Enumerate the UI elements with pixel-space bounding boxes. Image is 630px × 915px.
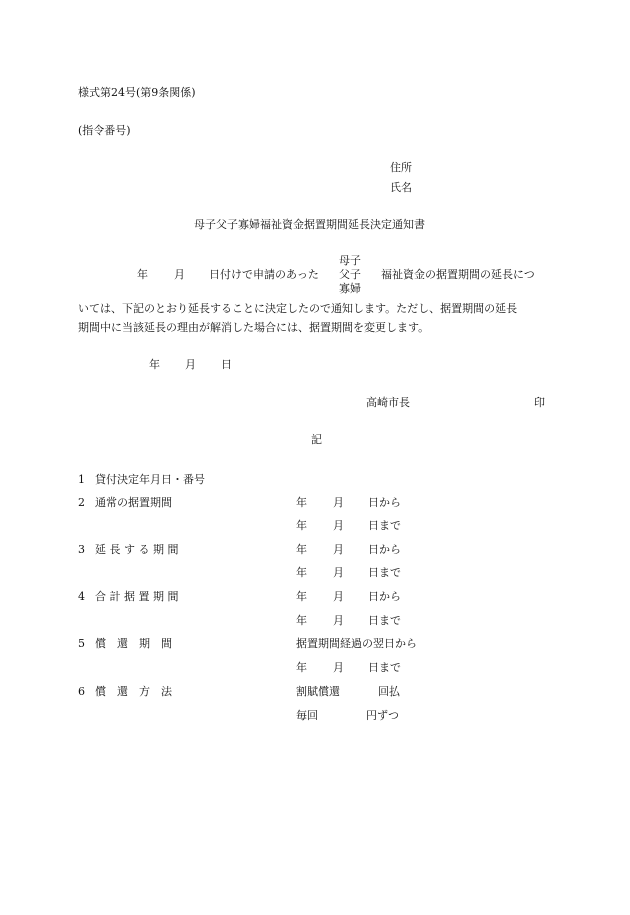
intro-year: 年 [137,268,148,281]
item-3-row-2-month: 月 [333,566,344,579]
item-2-row-1-day: 日から [368,496,401,509]
item-4-row-1-day: 日から [368,590,401,603]
item-4-row-2-year: 年 [296,614,307,627]
applicant-type-stack [339,254,361,296]
item-2-number: 2 [78,496,85,509]
item-3-row-1-month: 月 [333,543,344,556]
form-number: 様式第24号(第9条関係) [78,86,196,99]
item-2-row-2-month: 月 [333,519,344,532]
issuer: 高崎市長 [366,396,410,409]
intro-line-3: 期間中に当該延長の理由が解消した場合には、据置期間を変更します。 [78,321,430,334]
date-day: 日 [221,358,232,371]
item-6-each: 毎回 [296,709,318,722]
item-4-row-2-day: 日まで [368,614,401,627]
item-5-row-1-day: 日まで [368,661,401,674]
address-label: 住所 [390,161,412,174]
applicant-type-kafu: 寡婦 [339,282,361,295]
item-2-row-2-day: 日まで [368,519,401,532]
item-4-row-2-month: 月 [333,614,344,627]
item-5-text: 据置期間経過の翌日から [296,637,417,650]
date-month: 月 [185,358,196,371]
intro-month: 月 [174,268,185,281]
item-2-row-1-month: 月 [333,496,344,509]
item-5-number: 5 [78,637,85,650]
item-5-label: 償 還 期 間 [95,637,172,650]
item-5-row-1-year: 年 [296,661,307,674]
item-4-row-1-month: 月 [333,590,344,603]
item-6-yen-each: 円ずつ [366,709,399,722]
document-title: 母子父子寡婦福祉資金据置期間延長決定通知書 [194,218,425,231]
item-3-row-2-year: 年 [296,566,307,579]
item-4-number: 4 [78,590,85,603]
item-3-number: 3 [78,543,85,556]
item-5-row-1-month: 月 [333,661,344,674]
item-6-times: 回払 [378,685,400,698]
date-year: 年 [149,358,160,371]
item-3-label: 延 長 す る 期 間 [95,543,179,556]
item-6-installment: 割賦償還 [296,685,340,698]
notes-heading: 記 [311,433,322,446]
item-2-row-1-year: 年 [296,496,307,509]
directive-number: (指令番号) [78,124,131,137]
item-6-label: 償 還 方 法 [95,685,172,698]
name-label: 氏名 [390,181,412,194]
item-4-row-1-year: 年 [296,590,307,603]
item-3-row-1-year: 年 [296,543,307,556]
intro-line-2: いては、下記のとおり延長することに決定したので通知します。ただし、据置期間の延長 [78,302,518,315]
seal-mark: 印 [534,396,545,409]
applicant-type-fushi: 父子 [339,268,361,281]
applicant-type-boshi: 母子 [339,254,361,267]
intro-tail: 福祉資金の据置期間の延長につ [381,268,535,281]
item-1-label: 貸付決定年月日・番号 [95,473,205,486]
item-3-row-1-day: 日から [368,543,401,556]
intro-day-applied: 日付けで申請のあった [209,268,319,281]
item-1-number: 1 [78,473,85,486]
item-2-label: 通常の据置期間 [95,496,172,509]
item-4-label: 合 計 据 置 期 間 [95,590,179,603]
item-6-number: 6 [78,685,85,698]
item-3-row-2-day: 日まで [368,566,401,579]
item-2-row-2-year: 年 [296,519,307,532]
